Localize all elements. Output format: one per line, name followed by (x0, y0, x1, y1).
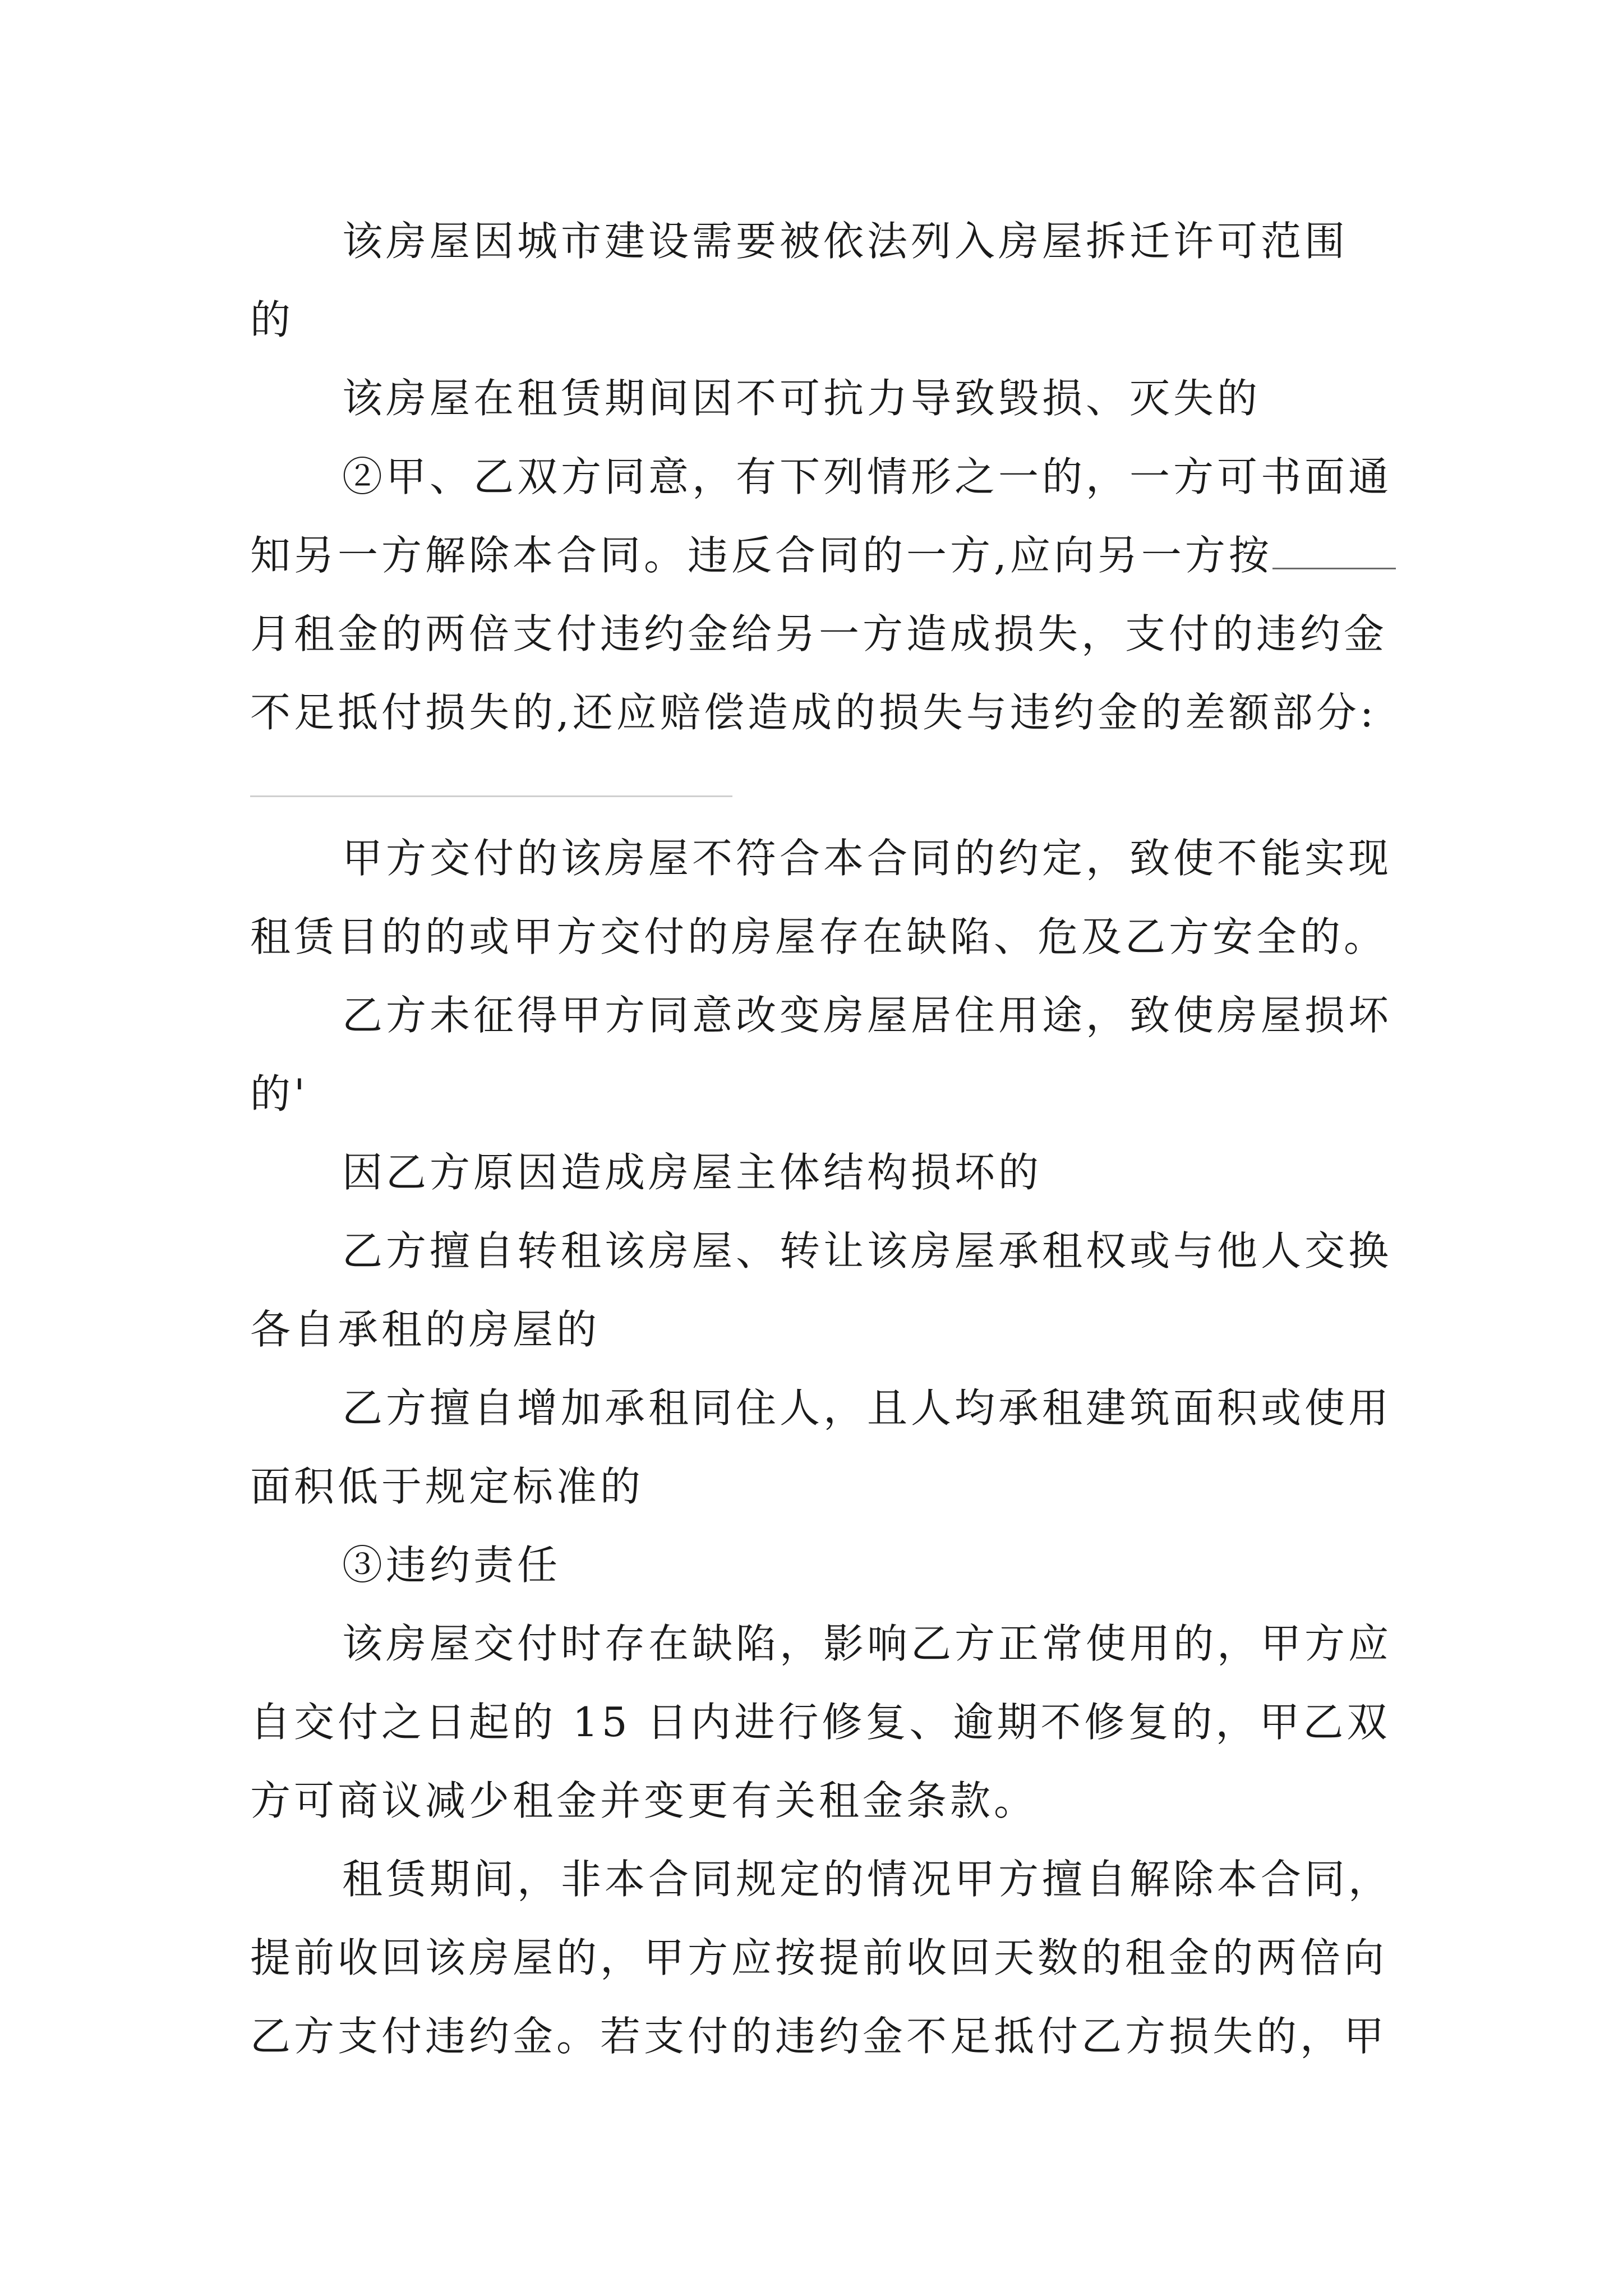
paragraph-line: 乙方擅自转租该房屋、转让该房屋承租权或与他人交换 (342, 1227, 1393, 1274)
paragraph-line: 方可商议减少租金并变更有关租金条款。 (250, 1777, 1038, 1824)
paragraph-line: ②甲、乙双方同意，有下列情形之一的，一方可书面通 (342, 453, 1393, 500)
paragraph-line-text: 知另一方解除本合同。违反合同的一方,应向另一方按 (250, 532, 1272, 579)
paragraph-line: 该房屋在租赁期间因不可抗力导致毁损、灭失的 (342, 375, 1261, 422)
paragraph-line: 的' (250, 1070, 308, 1117)
fill-in-blank (1272, 534, 1396, 569)
paragraph-line: 乙方支付违约金。若支付的违约金不足抵付乙方损失的，甲 (250, 2013, 1388, 2060)
paragraph-line: 该房屋因城市建设需要被依法列入房屋拆迁许可范围 (342, 218, 1349, 265)
paragraph-line: 甲方交付的该房屋不符合本合同的约定，致使不能实现 (342, 835, 1393, 882)
section-heading: ③违约责任 (342, 1542, 561, 1589)
paragraph-line: 因乙方原因造成房屋主体结构损坏的 (342, 1149, 1043, 1196)
paragraph-line: 乙方擅自增加承租同住人，且人均承租建筑面积或使用 (342, 1384, 1393, 1432)
paragraph-line: 的 (250, 296, 294, 343)
paragraph-line: 提前收回该房屋的，甲方应按提前收回天数的租金的两倍向 (250, 1934, 1388, 1981)
paragraph-line: 租赁期间，非本合同规定的情况甲方擅自解除本合同， (342, 1856, 1393, 1903)
paragraph-line: 面积低于规定标准的 (250, 1463, 644, 1510)
paragraph-line: 各自承租的房屋的 (250, 1306, 601, 1353)
paragraph-line: 乙方未征得甲方同意改变房屋居住用途，致使房屋损坏 (342, 992, 1393, 1039)
paragraph-line (250, 530, 1396, 581)
paragraph-line: 该房屋交付时存在缺陷，影响乙方正常使用的，甲方应 (342, 1620, 1393, 1667)
paragraph-line: 不足抵付损失的,还应赔偿造成的损失与违约金的差额部分: (250, 689, 1377, 736)
separator-rule (250, 795, 732, 797)
paragraph-line: 月租金的两倍支付违约金给另一方造成损失，支付的违约金 (250, 610, 1388, 657)
paragraph-line: 租赁目的的或甲方交付的房屋存在缺陷、危及乙方安全的。 (250, 913, 1388, 960)
paragraph-line: 自交付之日起的 15 日内进行修复、逾期不修复的，甲乙双 (250, 1699, 1391, 1746)
